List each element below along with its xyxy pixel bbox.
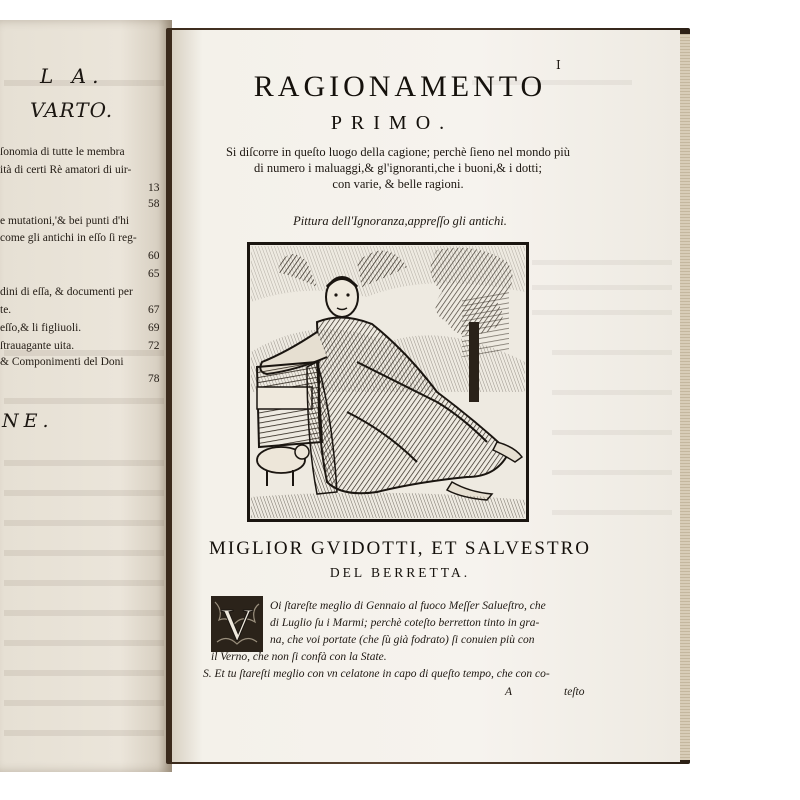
body-text-line: na, che voi portate (che ſù già fodrato) ſi conuien più con xyxy=(270,634,535,646)
initial-letter: V xyxy=(220,599,254,650)
toc-entry: eſſo,& li figliuoli. xyxy=(0,322,82,334)
speakers-heading-cont: DEL BERRETTA. xyxy=(329,565,471,580)
toc-entry: e mutationi,'& bei punti d'hi xyxy=(0,215,130,227)
toc-entry: ſonomia di tutte le membra xyxy=(0,146,125,158)
page-number: I xyxy=(556,58,561,72)
toc-page-number: 60 xyxy=(148,250,160,262)
toc-page-number: 58 xyxy=(148,198,160,210)
summary-line: Si diſcorre in queſto luogo della cagione; perchè ſieno nel mondo più xyxy=(225,145,570,159)
toc-page-number: 69 xyxy=(148,322,160,334)
toc-entry: come gli antichi in eſſo ſi reg- xyxy=(0,232,137,244)
summary-line: di numero i maluaggi,& gl'ignoranti,che i buoni,& i dotti; xyxy=(254,161,542,175)
toc-page-number: 78 xyxy=(148,373,160,385)
left-footer-heading: NE. xyxy=(2,410,54,432)
summary-line: con varie, & belle ragioni. xyxy=(332,177,464,191)
toc-entry: & Componimenti del Doni xyxy=(0,356,124,368)
toc-entry: ità di certi Rè amatori di uir- xyxy=(0,164,132,176)
toc-page-number: 13 xyxy=(148,182,160,194)
toc-page-number: 67 xyxy=(148,304,160,316)
page-title: RAGIONAMENTO xyxy=(253,70,547,103)
woodcut-illustration xyxy=(247,242,529,522)
catchword: teſto xyxy=(564,686,585,698)
left-running-head: L A. xyxy=(40,64,105,88)
body-text-line: S. Et tu ſtareſti meglio con vn celatone in capo di queſto tempo, che con co- xyxy=(203,668,550,680)
toc-page-number: 65 xyxy=(148,268,160,280)
toc-entry: ſtrauagante uita. xyxy=(0,340,75,352)
toc-entry: te. xyxy=(0,304,12,316)
decorated-initial xyxy=(211,596,263,652)
speakers-heading: MIGLIOR GVIDOTTI, ET SALVESTRO xyxy=(209,538,591,559)
left-section-heading: VARTO. xyxy=(30,98,114,122)
body-text-line: Oi ſtareſte meglio di Gennaio al fuoco Meſſer Salueſtro, che xyxy=(270,600,546,612)
page-subtitle: PRIMO. xyxy=(330,112,454,134)
signature-mark: A xyxy=(505,686,513,698)
toc-entry: dini di eſſa, & documenti per xyxy=(0,286,133,298)
body-text-line: il Verno, che non ſi confà con la State. xyxy=(211,651,387,663)
chapter-summary xyxy=(196,144,600,192)
body-text-line: di Luglio ſu i Marmi; perchè coteſto berretton tinto in gra- xyxy=(270,617,540,629)
woodcut-caption: Pittura dell'Ignoranza,appreſſo gli antichi. xyxy=(293,214,507,228)
toc-page-number: 72 xyxy=(148,340,160,352)
